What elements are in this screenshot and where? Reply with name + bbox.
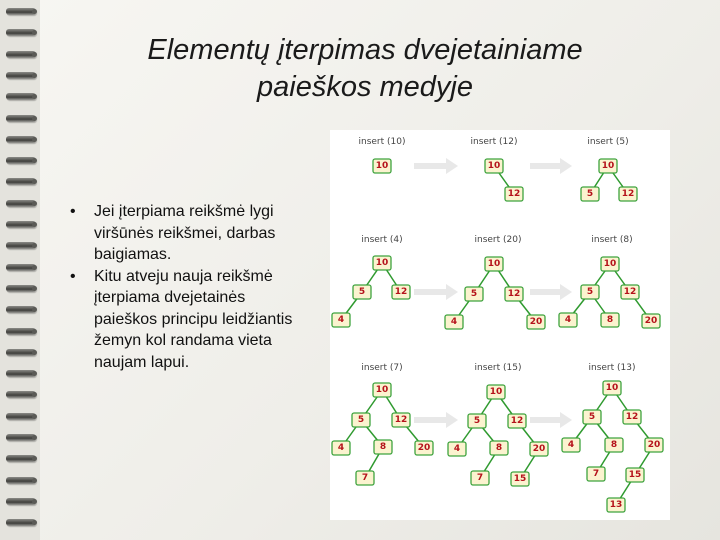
svg-text:12: 12 — [625, 412, 639, 422]
tree-node — [465, 287, 483, 301]
insert-step-label: insert (7) — [361, 363, 403, 373]
bullet-item: • Kitu atveju nauja reikšmė įterpiama dvejetainės paieškos principu leidžiantis žemyn kol randama vieta naujam lapui. — [68, 266, 308, 374]
tree-node — [505, 287, 523, 301]
tree-node — [448, 442, 466, 456]
svg-text:20: 20 — [647, 440, 661, 450]
tree-node — [599, 159, 617, 173]
svg-text:5: 5 — [586, 189, 594, 199]
tree-node — [485, 257, 503, 271]
svg-text:4: 4 — [337, 315, 345, 325]
tree-node — [559, 313, 577, 327]
svg-text:10: 10 — [489, 387, 503, 397]
tree-node — [353, 285, 371, 299]
tree-node — [332, 441, 350, 455]
tree-node — [490, 441, 508, 455]
svg-text:7: 7 — [476, 473, 484, 483]
title-line-1: Elementų įterpimas dvejetainiame — [147, 34, 583, 66]
tree-node — [621, 285, 639, 299]
svg-text:10: 10 — [603, 259, 617, 269]
svg-text:4: 4 — [567, 440, 575, 450]
svg-text:12: 12 — [507, 289, 521, 299]
tree-node — [626, 468, 644, 482]
tree-node — [373, 383, 391, 397]
tree-node — [581, 187, 599, 201]
tree-node — [392, 413, 410, 427]
svg-text:12: 12 — [394, 415, 408, 425]
svg-text:4: 4 — [450, 317, 458, 327]
svg-text:8: 8 — [606, 315, 614, 325]
svg-text:20: 20 — [532, 444, 546, 454]
tree-node — [445, 315, 463, 329]
svg-text:5: 5 — [586, 287, 594, 297]
svg-text:13: 13 — [609, 500, 623, 510]
svg-text:4: 4 — [453, 444, 461, 454]
tree-node — [527, 315, 545, 329]
insert-step-label: insert (8) — [591, 235, 633, 245]
tree-node — [332, 313, 350, 327]
tree-node — [607, 498, 625, 512]
insert-step-label: insert (10) — [358, 137, 406, 147]
svg-text:8: 8 — [495, 443, 503, 453]
svg-text:20: 20 — [644, 316, 658, 326]
svg-text:5: 5 — [358, 287, 366, 297]
svg-text:5: 5 — [588, 412, 596, 422]
svg-text:20: 20 — [417, 443, 431, 453]
tree-node — [471, 471, 489, 485]
insert-step-label: insert (13) — [588, 363, 636, 373]
tree-node — [642, 314, 660, 328]
tree-node — [562, 438, 580, 452]
svg-text:5: 5 — [357, 415, 365, 425]
svg-text:10: 10 — [375, 258, 389, 268]
svg-text:10: 10 — [487, 259, 501, 269]
svg-text:10: 10 — [605, 383, 619, 393]
tree-node — [415, 441, 433, 455]
tree-node — [605, 438, 623, 452]
tree-node — [505, 187, 523, 201]
svg-text:8: 8 — [610, 440, 618, 450]
insert-step-label: insert (5) — [587, 137, 629, 147]
svg-text:5: 5 — [473, 416, 481, 426]
step-arrow — [414, 284, 458, 300]
tree-node — [392, 285, 410, 299]
tree-node — [373, 256, 391, 270]
tree-node — [487, 385, 505, 399]
tree-node — [619, 187, 637, 201]
tree-node — [530, 442, 548, 456]
bullet-item: • Jei įterpiama reikšmė lygi viršūnės reikšmei, darbas baigiamas. — [68, 201, 308, 266]
tree-node — [468, 414, 486, 428]
tree-node — [583, 410, 601, 424]
tree-node — [352, 413, 370, 427]
tree-node — [374, 440, 392, 454]
svg-text:20: 20 — [529, 317, 543, 327]
svg-text:4: 4 — [564, 315, 572, 325]
svg-text:7: 7 — [592, 469, 600, 479]
tree-node — [373, 159, 391, 173]
title-line-2: paieškos medyje — [257, 71, 473, 103]
step-arrow — [530, 284, 572, 300]
step-arrow — [530, 158, 572, 174]
svg-text:8: 8 — [379, 442, 387, 452]
tree-node — [587, 467, 605, 481]
insert-step-label: insert (20) — [474, 235, 522, 245]
svg-text:10: 10 — [375, 161, 389, 171]
step-arrow — [414, 412, 458, 428]
svg-text:5: 5 — [470, 289, 478, 299]
tree-node — [581, 285, 599, 299]
svg-text:12: 12 — [621, 189, 635, 199]
svg-text:12: 12 — [623, 287, 637, 297]
step-arrow — [414, 158, 458, 174]
tree-node — [485, 159, 503, 173]
svg-text:15: 15 — [513, 474, 527, 484]
tree-node — [356, 471, 374, 485]
tree-node — [603, 381, 621, 395]
tree-node — [645, 438, 663, 452]
svg-text:12: 12 — [507, 189, 521, 199]
svg-text:15: 15 — [628, 470, 642, 480]
tree-node — [601, 313, 619, 327]
tree-node — [623, 410, 641, 424]
svg-text:7: 7 — [361, 473, 369, 483]
tree-node — [508, 414, 526, 428]
svg-text:10: 10 — [601, 161, 615, 171]
svg-text:4: 4 — [337, 443, 345, 453]
svg-text:10: 10 — [487, 161, 501, 171]
insert-step-label: insert (12) — [470, 137, 518, 147]
tree-node — [511, 472, 529, 486]
insert-step-label: insert (4) — [361, 235, 403, 245]
svg-text:12: 12 — [394, 287, 408, 297]
tree-node — [601, 257, 619, 271]
insert-step-label: insert (15) — [474, 363, 522, 373]
svg-text:10: 10 — [375, 385, 389, 395]
step-arrow — [530, 412, 572, 428]
svg-text:12: 12 — [510, 416, 524, 426]
